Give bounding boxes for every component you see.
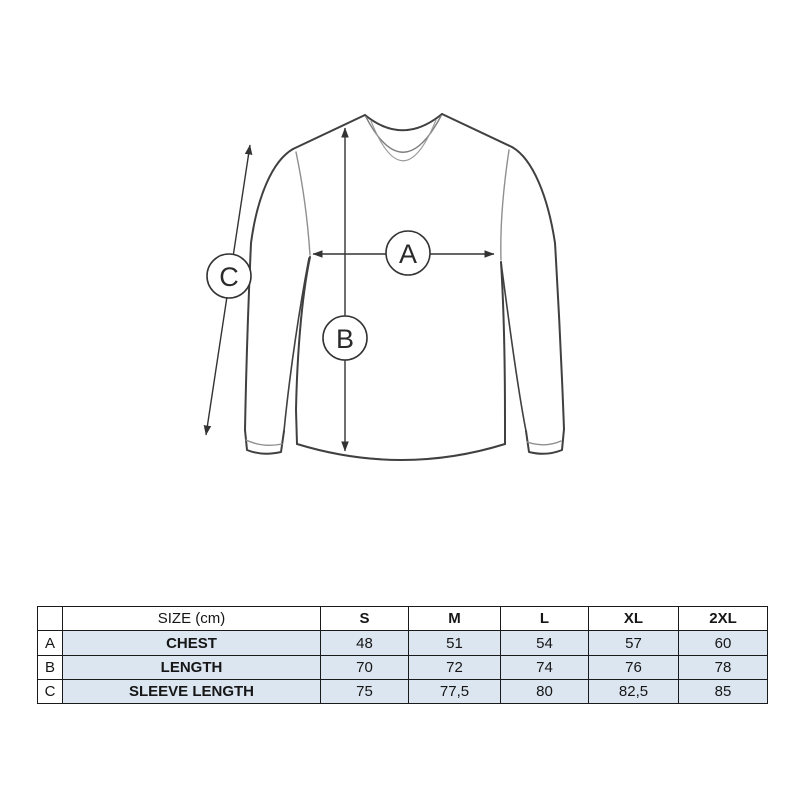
- left-armhole-seam: [296, 152, 310, 255]
- measurement-badges: [207, 231, 430, 360]
- size-chart-table: [37, 606, 768, 704]
- sleeve-badge: [207, 254, 251, 298]
- table-row-sleeve-length: [38, 680, 768, 704]
- row-label: LENGTH: [63, 656, 321, 680]
- row-label: CHEST: [63, 631, 321, 656]
- left-shoulder-line: [293, 115, 365, 149]
- sleeve-value-s: 75: [321, 680, 409, 704]
- row-label: SLEEVE LENGTH: [63, 680, 321, 704]
- right-armhole-seam: [501, 150, 509, 260]
- chest-badge: [386, 231, 430, 275]
- right-sleeve-outer-edge: [512, 147, 564, 429]
- row-letter: A: [38, 631, 63, 656]
- sleeve-value-l: 80: [501, 680, 589, 704]
- length-value-xl: 76: [589, 656, 679, 680]
- table-corner-spacer: [38, 607, 63, 631]
- sleeve-badge-letter: C: [219, 262, 239, 292]
- size-column-2xl: 2XL: [679, 607, 768, 631]
- sleeve-value-m: 77,5: [409, 680, 501, 704]
- body-left-edge: [296, 257, 310, 444]
- sleeve-value-2xl: 85: [679, 680, 768, 704]
- length-value-2xl: 78: [679, 656, 768, 680]
- chest-value-m: 51: [409, 631, 501, 656]
- size-table-header-row: [38, 607, 768, 631]
- size-column-l: L: [501, 607, 589, 631]
- chest-value-l: 54: [501, 631, 589, 656]
- left-sleeve-outer-edge: [245, 149, 293, 430]
- chest-value-2xl: 60: [679, 631, 768, 656]
- bottom-hem: [297, 444, 505, 460]
- length-badge: [323, 316, 367, 360]
- sleeve-value-xl: 82,5: [589, 680, 679, 704]
- length-value-l: 74: [501, 656, 589, 680]
- size-column-xl: XL: [589, 607, 679, 631]
- row-letter: B: [38, 656, 63, 680]
- chest-value-xl: 57: [589, 631, 679, 656]
- table-row-chest: [38, 631, 768, 656]
- row-letter: C: [38, 680, 63, 704]
- right-cuff-band-line: [527, 441, 561, 445]
- length-value-m: 72: [409, 656, 501, 680]
- size-column-m: M: [409, 607, 501, 631]
- size-column-s: S: [321, 607, 409, 631]
- left-cuff-band-line: [246, 440, 282, 445]
- right-shoulder-line: [442, 114, 512, 147]
- length-badge-letter: B: [335, 324, 355, 354]
- neckline-outer: [365, 114, 442, 130]
- chest-badge-letter: A: [398, 239, 418, 269]
- shirt-outline: [245, 114, 564, 460]
- shirt-seam-details: [246, 116, 561, 445]
- chest-value-s: 48: [321, 631, 409, 656]
- length-value-s: 70: [321, 656, 409, 680]
- table-row-length: [38, 656, 768, 680]
- size-unit-header: SIZE (cm): [63, 607, 321, 631]
